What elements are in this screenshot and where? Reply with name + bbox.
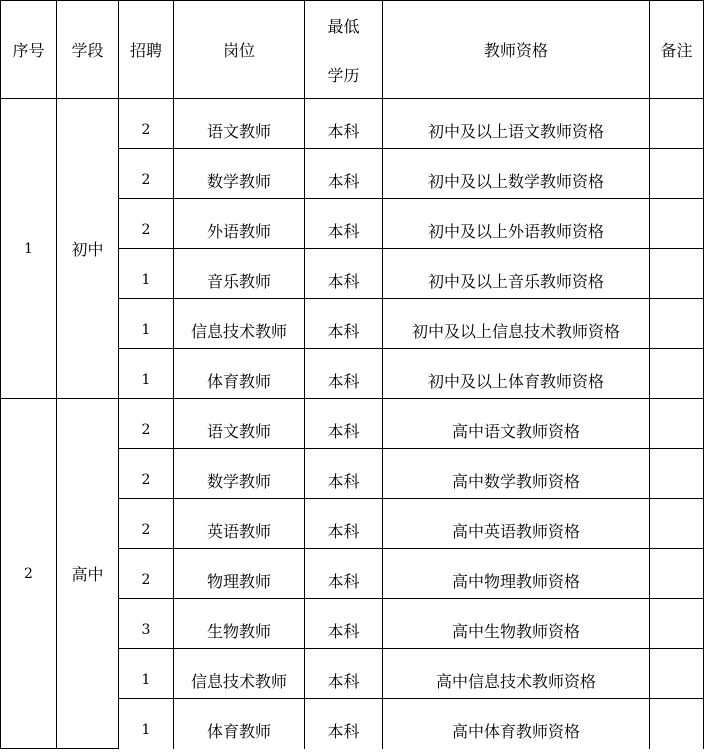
- education-cell: 本科: [305, 649, 383, 699]
- remark-cell: [650, 499, 704, 549]
- remark-cell: [650, 149, 704, 199]
- qualification-cell: 高中数学教师资格: [383, 449, 650, 499]
- education-cell: 本科: [305, 349, 383, 399]
- group-index: 1: [1, 99, 57, 399]
- position-cell: 生物教师: [174, 599, 305, 649]
- position-cell: 英语教师: [174, 499, 305, 549]
- count-cell: 1: [119, 249, 174, 299]
- position-cell: 体育教师: [174, 699, 305, 749]
- remark-cell: [650, 249, 704, 299]
- qualification-cell: 初中及以上数学教师资格: [383, 149, 650, 199]
- position-cell: 体育教师: [174, 349, 305, 399]
- count-cell: 1: [119, 349, 174, 399]
- count-cell: 2: [119, 199, 174, 249]
- qualification-cell: 高中语文教师资格: [383, 399, 650, 449]
- position-cell: 外语教师: [174, 199, 305, 249]
- header-min-education: [305, 1, 383, 99]
- header-stage: 学段: [57, 1, 119, 99]
- education-cell: 本科: [305, 599, 383, 649]
- qualification-cell: 高中信息技术教师资格: [383, 649, 650, 699]
- position-cell: 信息技术教师: [174, 299, 305, 349]
- remark-cell: [650, 699, 704, 749]
- qualification-cell: 初中及以上音乐教师资格: [383, 249, 650, 299]
- position-cell: 数学教师: [174, 149, 305, 199]
- count-cell: 1: [119, 299, 174, 349]
- table-row: [1, 399, 704, 449]
- education-cell: 本科: [305, 199, 383, 249]
- count-cell: 2: [119, 499, 174, 549]
- remark-cell: [650, 349, 704, 399]
- education-cell: 本科: [305, 399, 383, 449]
- table-row: [1, 99, 704, 149]
- education-cell: 本科: [305, 699, 383, 749]
- remark-cell: [650, 649, 704, 699]
- count-cell: 2: [119, 99, 174, 149]
- education-cell: 本科: [305, 99, 383, 149]
- qualification-cell: 初中及以上体育教师资格: [383, 349, 650, 399]
- group-stage: 初中: [57, 99, 119, 399]
- remark-cell: [650, 399, 704, 449]
- group-stage: 高中: [57, 399, 119, 749]
- count-cell: 1: [119, 699, 174, 749]
- count-cell: 2: [119, 549, 174, 599]
- count-cell: 2: [119, 449, 174, 499]
- qualification-cell: 初中及以上语文教师资格: [383, 99, 650, 149]
- count-cell: 3: [119, 599, 174, 649]
- qualification-cell: 高中物理教师资格: [383, 549, 650, 599]
- count-cell: 2: [119, 149, 174, 199]
- header-min-education-line1: 最低: [327, 16, 360, 36]
- position-cell: 音乐教师: [174, 249, 305, 299]
- position-cell: 语文教师: [174, 399, 305, 449]
- education-cell: 本科: [305, 149, 383, 199]
- qualification-cell: 初中及以上外语教师资格: [383, 199, 650, 249]
- remark-cell: [650, 99, 704, 149]
- education-cell: 本科: [305, 499, 383, 549]
- header-remark: 备注: [650, 1, 704, 99]
- position-cell: 物理教师: [174, 549, 305, 599]
- position-cell: 信息技术教师: [174, 649, 305, 699]
- qualification-cell: 初中及以上信息技术教师资格: [383, 299, 650, 349]
- remark-cell: [650, 299, 704, 349]
- education-cell: 本科: [305, 549, 383, 599]
- group-index: 2: [1, 399, 57, 749]
- qualification-cell: 高中体育教师资格: [383, 699, 650, 749]
- count-cell: 2: [119, 399, 174, 449]
- remark-cell: [650, 449, 704, 499]
- position-cell: 语文教师: [174, 99, 305, 149]
- education-cell: 本科: [305, 449, 383, 499]
- remark-cell: [650, 549, 704, 599]
- header-index: 序号: [1, 1, 57, 99]
- header-count: 招聘: [119, 1, 174, 99]
- header-position: 岗位: [174, 1, 305, 99]
- qualification-cell: 高中生物教师资格: [383, 599, 650, 649]
- count-cell: 1: [119, 649, 174, 699]
- header-min-education-line2: 学历: [327, 65, 360, 85]
- qualification-cell: 高中英语教师资格: [383, 499, 650, 549]
- position-cell: 数学教师: [174, 449, 305, 499]
- education-cell: 本科: [305, 249, 383, 299]
- education-cell: 本科: [305, 299, 383, 349]
- remark-cell: [650, 199, 704, 249]
- header-qualification: 教师资格: [383, 1, 650, 99]
- header-row: [1, 1, 704, 99]
- remark-cell: [650, 599, 704, 649]
